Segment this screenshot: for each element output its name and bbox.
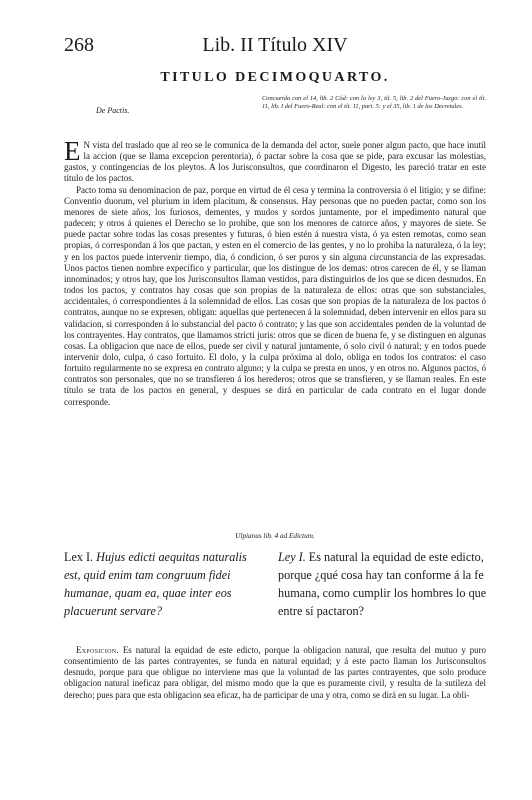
section-title: TITULO DECIMOQUARTO. — [160, 70, 390, 85]
running-title: Lib. II Título XIV — [202, 34, 348, 56]
lex-latin-text: Hujus edicti aequitas naturalis est, quid enim tam congruum fidei humanae, quam ea, quae inter eos placuerunt servare? — [64, 550, 247, 618]
intro-paragraph-1 — [64, 136, 486, 185]
intro-paragraph-1-text: N vista del traslado que al reo se le comunica de la demanda del actor, suele poner algun pacto, que hace inutil la accion (que se llama excepcion perentoria), ó pactar sobre la cosa que se pide, para excusar las molestias, gastos, y contingencias de los pleytos. A los Jurisconsultos, que coordinaron el Digesto, les pareció tratar en este título de los pactos. — [64, 140, 486, 184]
source-citation: Ulpianus lib. 4 ad Edictum. — [235, 532, 315, 540]
exposition-text: Es natural la equidad de este edicto, porque la obligacion natural, que resulta del mutuo y puro consentimiento de las partes contrayentes, se funda en natural equidad; y á este pacto llaman los Jurisconsultos desnudo, porque para que obligue no interviene mas que la voluntad de las partes contrayentes, que solo produce obligacion natural ineficaz para obligar, del mismo modo que la que es puramente civil, y resulta de la sutileza del derecho; pues para que esta obligacion sea eficaz, ha de participar de una y otra, como se dirá en su lugar. La obli- — [64, 645, 486, 700]
lex-spanish-lead: Ley I. — [278, 550, 306, 564]
lex-spanish-text: Es natural la equidad de este edicto, porque ¿qué cosa hay tan conforme á la fe humana, como cumplir los hombres lo que entre sí pactaron? — [278, 550, 487, 618]
lex-latin — [64, 548, 264, 620]
intro-paragraph-2: Pacto toma su denominacion de paz, porque en virtud de él cesa y termina la controversia ó el litigio; y se difine: Conventio duorum, vel plurium in idem placitum, & consensus. Hay personas que no pueden pactar, como son los menores de siete años, los furiosos, dementes, y mudos y sordos juntamente, por el impedimento natural que padecen; y otros á quienes el Derecho se lo prohibe, que son los menores de catorce años, y mayores de siete. Se puede pactar sobre todas las cosas presentes y futuras, ó bien estén á nuestra vista, ó ya esten remotas, como sean propias, ó correspondan á los que pactan, y esten en el comercio de las gentes, y no lo prohiba la naturaleza, ó la ley; y en los pactos puede intervenir tiempo, dia, ó condicion, ó ser puros y sin alguna circunstancia de las expresadas. Unos pactos tienen nombre expecífico y particular, que los distingue de los demas: otros carecen de él, y se llaman innominados; y otros hay, que los Jurisconsultos llaman vestidos, para distinguirlos de los que se dicen desnudos. En todos los pactos, y contratos hay cosas que son propias de la naturaleza de ellos: otras que son substanciales, accidentales, ó correspondientes á la solemnidad de ellos. Las cosas que son propias de la naturaleza de los pactos ó contratos, aunque no se expresen, obligan: aquellas que pertenecen á la solemnidad, deben intervenir en ellos para su validacion, si corresponden á lo substancial del pacto ó contrato; y las que son accidentales penden de la voluntad de los contrayentes. Hay contratos, que llamamos stricti juris: otros que se dicen de buena fe, y se distinguen en algunas cosas. La obligacion que nace de ellos, puede ser civil y natural juntamente, ó solo civil ó natural; y en todos puede intervenir dolo, culpa, ó caso fortuito. El dolo, y la culpa próxima al dolo, obliga en todos los contratos: el caso fortuito regularmente no se expresa en contrato alguno; y la culpa se presta en unos, y en otros no. Algunos pactos, ó contratos son personales, que no se transfieren á los herederos; otros que se transfieren, y se llaman reales. En este título se trata de los pactos en general, y despues se dirá en particular de cada contrato en el lugar donde corresponde. — [64, 184, 486, 407]
concordance-note: Concuerda con el 14, lib. 2 Cód: con la ley 3, tít. 5, lib. 2 del Fuero-Juzgo: con el tít. 11, lib. I del Fuero-Real: con el tít. 11, part. 5: y el 35, lib. 1 de los Decretales. — [262, 95, 486, 111]
lex-latin-lead: Lex I. — [64, 550, 94, 564]
page-number: 268 — [64, 34, 94, 56]
exposition-paragraph — [64, 645, 486, 701]
margin-side-note: De Pactis. — [96, 106, 130, 115]
lex-spanish — [278, 548, 488, 620]
drop-cap: E — [64, 136, 81, 166]
running-head — [64, 34, 486, 64]
intro-text — [64, 136, 486, 408]
exposition-lead: Exposicion. — [76, 645, 119, 655]
